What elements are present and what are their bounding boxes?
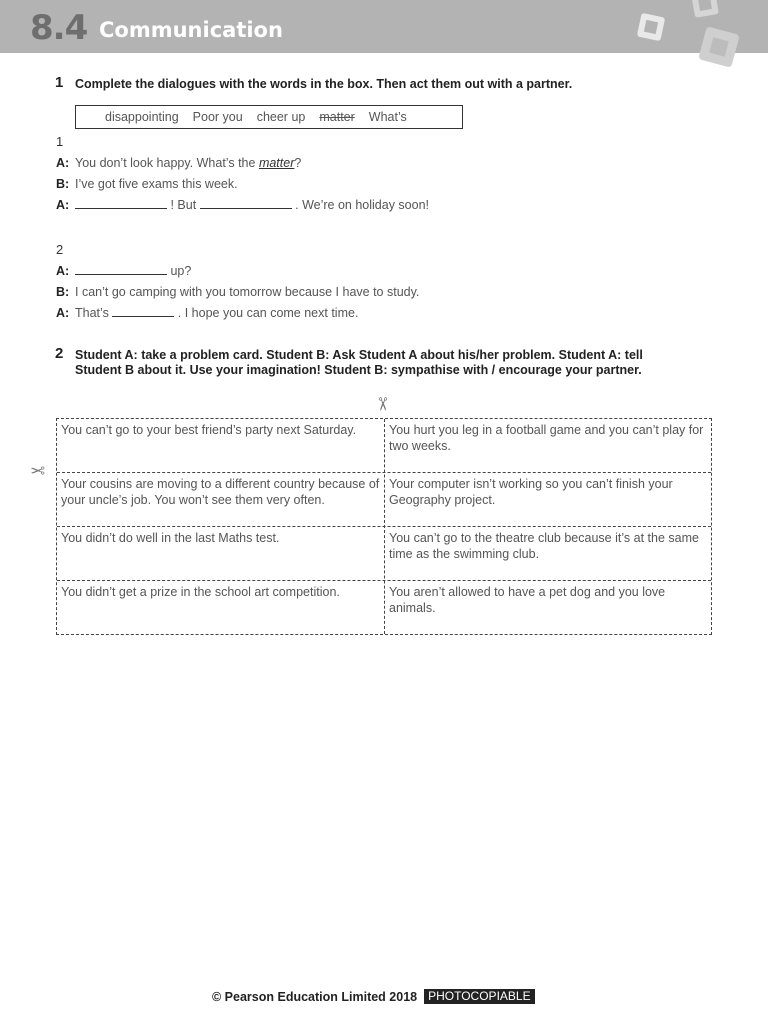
example-answer: matter xyxy=(258,156,295,170)
word-box-item: disappointing xyxy=(105,110,179,124)
speaker-label: A: xyxy=(56,264,70,278)
dialogue-line: A: You don’t look happy. What’s the matter? xyxy=(56,156,302,170)
answer-blank[interactable] xyxy=(112,305,174,317)
header-band xyxy=(0,0,768,53)
footer xyxy=(212,988,535,1005)
decorative-squares-icon xyxy=(620,0,760,80)
dialogue-line: B: I’ve got five exams this week. xyxy=(56,177,238,191)
speaker-label: B: xyxy=(56,285,70,299)
cut-line-horizontal xyxy=(57,526,711,527)
speaker-label: A: xyxy=(56,156,70,170)
answer-blank[interactable] xyxy=(75,263,167,275)
problem-card: You hurt you leg in a football game and you can’t play for two weeks. xyxy=(389,423,704,453)
page-title: Communication xyxy=(99,18,283,42)
word-box-item: What’s xyxy=(368,110,407,124)
word-box-item: Poor you xyxy=(192,110,243,124)
answer-blank[interactable] xyxy=(200,197,292,209)
word-box-item-used: matter xyxy=(319,110,355,124)
word-box xyxy=(75,105,463,129)
dialogue-line: A: ! But . We’re on holiday soon! xyxy=(56,198,430,212)
speaker-label: A: xyxy=(56,306,70,320)
cut-line-horizontal xyxy=(57,580,711,581)
photocopiable-badge: PHOTOCOPIABLE xyxy=(424,989,534,1004)
exercise-2-instruction-line: Student B about it. Use your imagination! Student B: sympathise with / encourage your partner. xyxy=(75,363,642,377)
problem-card: You can’t go to the theatre club because it’s at the same time as the swimming club. xyxy=(389,531,699,561)
problem-card: You didn’t do well in the last Maths test. xyxy=(61,531,280,545)
exercise-2-number: 2 xyxy=(55,345,64,362)
exercise-2-instruction-line: Student A: take a problem card. Student B: Ask Student A about his/her problem. Student A: tell xyxy=(75,348,643,362)
dialogue-line: A: up? xyxy=(56,264,192,278)
exercise-1-instruction: Complete the dialogues with the words in the box. Then act them out with a partner. xyxy=(75,77,573,91)
speaker-label: B: xyxy=(56,177,70,191)
dialogue-1-number: 1 xyxy=(56,134,64,149)
unit-number: 8.4 xyxy=(30,8,88,48)
speaker-label: A: xyxy=(56,198,70,212)
scissors-icon: ✂ xyxy=(372,396,393,412)
word-box-item: cheer up xyxy=(256,110,306,124)
copyright-text: © Pearson Education Limited 2018 xyxy=(212,989,418,1004)
problem-card: Your computer isn’t working so you can’t finish your Geography project. xyxy=(389,477,673,507)
cut-line-horizontal xyxy=(57,472,711,473)
problem-card: You can’t go to your best friend’s party next Saturday. xyxy=(61,423,357,437)
problem-card: You didn’t get a prize in the school art competition. xyxy=(61,585,340,599)
answer-blank[interactable] xyxy=(75,197,167,209)
exercise-1-number: 1 xyxy=(55,74,64,91)
problem-card: You aren’t allowed to have a pet dog and you love animals. xyxy=(389,585,666,615)
dialogue-line: A: That’s . I hope you can come next time. xyxy=(56,306,359,320)
dialogue-2-number: 2 xyxy=(56,242,64,257)
scissors-icon: ✂ xyxy=(30,460,46,480)
problem-cards-grid xyxy=(56,418,712,635)
dialogue-line: B: I can’t go camping with you tomorrow because I have to study. xyxy=(56,285,420,299)
problem-card: Your cousins are moving to a different country because of your uncle’s job. You won’t see them very often. xyxy=(61,477,380,507)
